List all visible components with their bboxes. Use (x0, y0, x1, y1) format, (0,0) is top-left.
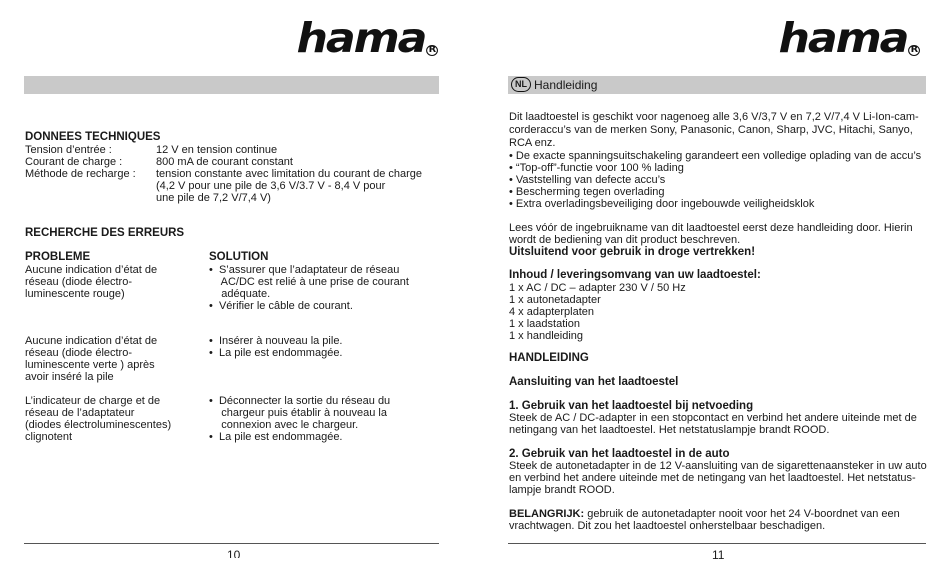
solution-text: • Vérifier le câble de courant. (209, 300, 353, 312)
tech-label: Courant de charge : (25, 156, 123, 168)
page-number: 11 (712, 548, 725, 562)
intro-text: corderaccu’s van de merken Sony, Panasonic, Canon, Sharp, JVC, Hitachi, Sanyo, (509, 124, 913, 136)
intro-text: Dit laadtoestel is geschikt voor nagenoeg alle 3,6 V/3,7 V en 7,2 V/7,4 V Li-Ion-cam- (509, 111, 919, 123)
section-title: Handleiding (534, 78, 598, 92)
tech-value: 800 mA de courant constant (156, 156, 293, 168)
problem-text: luminescente rouge) (25, 288, 125, 300)
step2-text: Steek de autonetadapter in de 12 V-aansluiting van de sigarettenaansteker in uw auto (509, 460, 927, 472)
contents-item: 1 x AC / DC – adapter 230 V / 50 Hz (509, 282, 686, 294)
left-page (0, 0, 470, 564)
contents-item: 4 x adapterplaten (509, 306, 595, 318)
contents-item: 1 x handleiding (509, 330, 584, 342)
problem-text: luminescente verte ) après (25, 359, 155, 371)
step1-text: Steek de AC / DC-adapter in een stopcontact en verbind het andere uiteinde met de (509, 412, 917, 424)
important-label: BELANGRIJK: (509, 508, 585, 520)
tech-label: Tension d’entrée : (25, 144, 112, 156)
step1-heading: 1. Gebruik van het laadtoestel bij netvoeding (509, 400, 754, 412)
feature-item: • Extra overladingsbeveiliging door ingebouwde veiligheidsklok (509, 198, 815, 210)
feature-item: • De exacte spanningsuitschakeling garandeert een volledige oplading van de accu’s (509, 150, 922, 162)
important-text: vrachtwagen. Dit zou het laadtoestel onherstelbaar beschadigen. (509, 520, 826, 532)
section-band (508, 76, 926, 94)
step2-text: lampje brandt ROOD. (509, 484, 615, 496)
section-band (24, 76, 439, 94)
problem-text: Aucune indication d’état de (25, 335, 158, 347)
problem-text: réseau (diode électro- (25, 347, 133, 359)
solution-text: • Insérer à nouveau la pile. (209, 335, 343, 347)
problem-text: L’indicateur de charge et de (25, 395, 161, 407)
feature-item: • “Top-off”-functie voor 100 % lading (509, 162, 684, 174)
contents-item: 1 x laadstation (509, 318, 580, 330)
hama-logo: hama R (778, 18, 920, 59)
tech-value-cont: une pile de 7,2 V/7,4 V) (156, 192, 271, 204)
problem-text: Aucune indication d’état de (25, 264, 158, 276)
problem-column-header: PROBLEME (25, 251, 91, 263)
manual-heading: HANDLEIDING (509, 352, 589, 364)
read-note-warning: Uitsluitend voor gebruik in droge vertrekken! (509, 246, 756, 258)
solution-text: • Déconnecter la sortie du réseau du (209, 395, 391, 407)
feature-item: • Vaststelling van defecte accu’s (509, 174, 666, 186)
registered-mark-icon: R (426, 45, 438, 56)
solution-column-header: SOLUTION (209, 251, 269, 263)
solution-text: • La pile est endommagée. (209, 347, 343, 359)
solution-text: connexion avec le chargeur. (209, 419, 359, 431)
page-number: 10 (227, 548, 241, 558)
intro-text: RCA enz. (509, 137, 556, 149)
step2-heading: 2. Gebruik van het laadtoestel in de auto (509, 448, 730, 460)
step2-text: en verbind het andere uiteinde met de netingang van het laadtoestel. Het netstatus- (509, 472, 916, 484)
tech-value: 12 V en tension continue (156, 144, 278, 156)
troubleshoot-heading: RECHERCHE DES ERREURS (25, 227, 185, 239)
contents-item: 1 x autonetadapter (509, 294, 601, 306)
solution-text: • La pile est endommagée. (209, 431, 343, 443)
solution-text: AC/DC est relié à une prise de courant (209, 276, 409, 288)
tech-value-cont: (4,2 V pour une pile de 3,6 V/3.7 V - 8,4 V pour (156, 180, 386, 192)
problem-text: avoir inséré la pile (25, 371, 114, 383)
problem-text: réseau (diode électro- (25, 276, 133, 288)
bottom-rule (508, 543, 926, 544)
language-badge: NL (511, 77, 531, 92)
right-page (475, 0, 950, 564)
problem-text: clignotent (25, 431, 73, 443)
connect-heading: Aansluiting van het laadtoestel (509, 376, 679, 388)
registered-mark-icon: R (908, 45, 920, 56)
tech-value: tension constante avec limitation du courant de charge (156, 168, 422, 180)
important-text: gebruik de autonetadapter nooit voor het 24 V-boordnet van een (584, 508, 900, 520)
problem-text: réseau de l’adaptateur (25, 407, 135, 419)
tech-label: Méthode de recharge : (25, 168, 136, 180)
read-note: Lees vóór de ingebruikname van dit laadtoestel eerst deze handleiding door. Hierin (509, 222, 913, 234)
feature-item: • Bescherming tegen overlading (509, 186, 665, 198)
tech-heading: DONNEES TECHNIQUES (25, 131, 161, 143)
problem-text: (diodes électroluminescentes) (25, 419, 172, 431)
solution-text: • S’assurer que l’adaptateur de réseau (209, 264, 400, 276)
solution-text: adéquate. (209, 288, 271, 300)
contents-heading: Inhoud / leveringsomvang van uw laadtoestel: (509, 269, 761, 281)
solution-text: chargeur puis établir à nouveau la (209, 407, 387, 419)
bottom-rule (24, 543, 439, 544)
hama-logo: hama R (296, 18, 438, 59)
read-note: wordt de bediening van dit product beschreven. (509, 234, 741, 246)
step1-text: netingang van het laadtoestel. Het netstatuslampje brandt ROOD. (509, 424, 830, 436)
